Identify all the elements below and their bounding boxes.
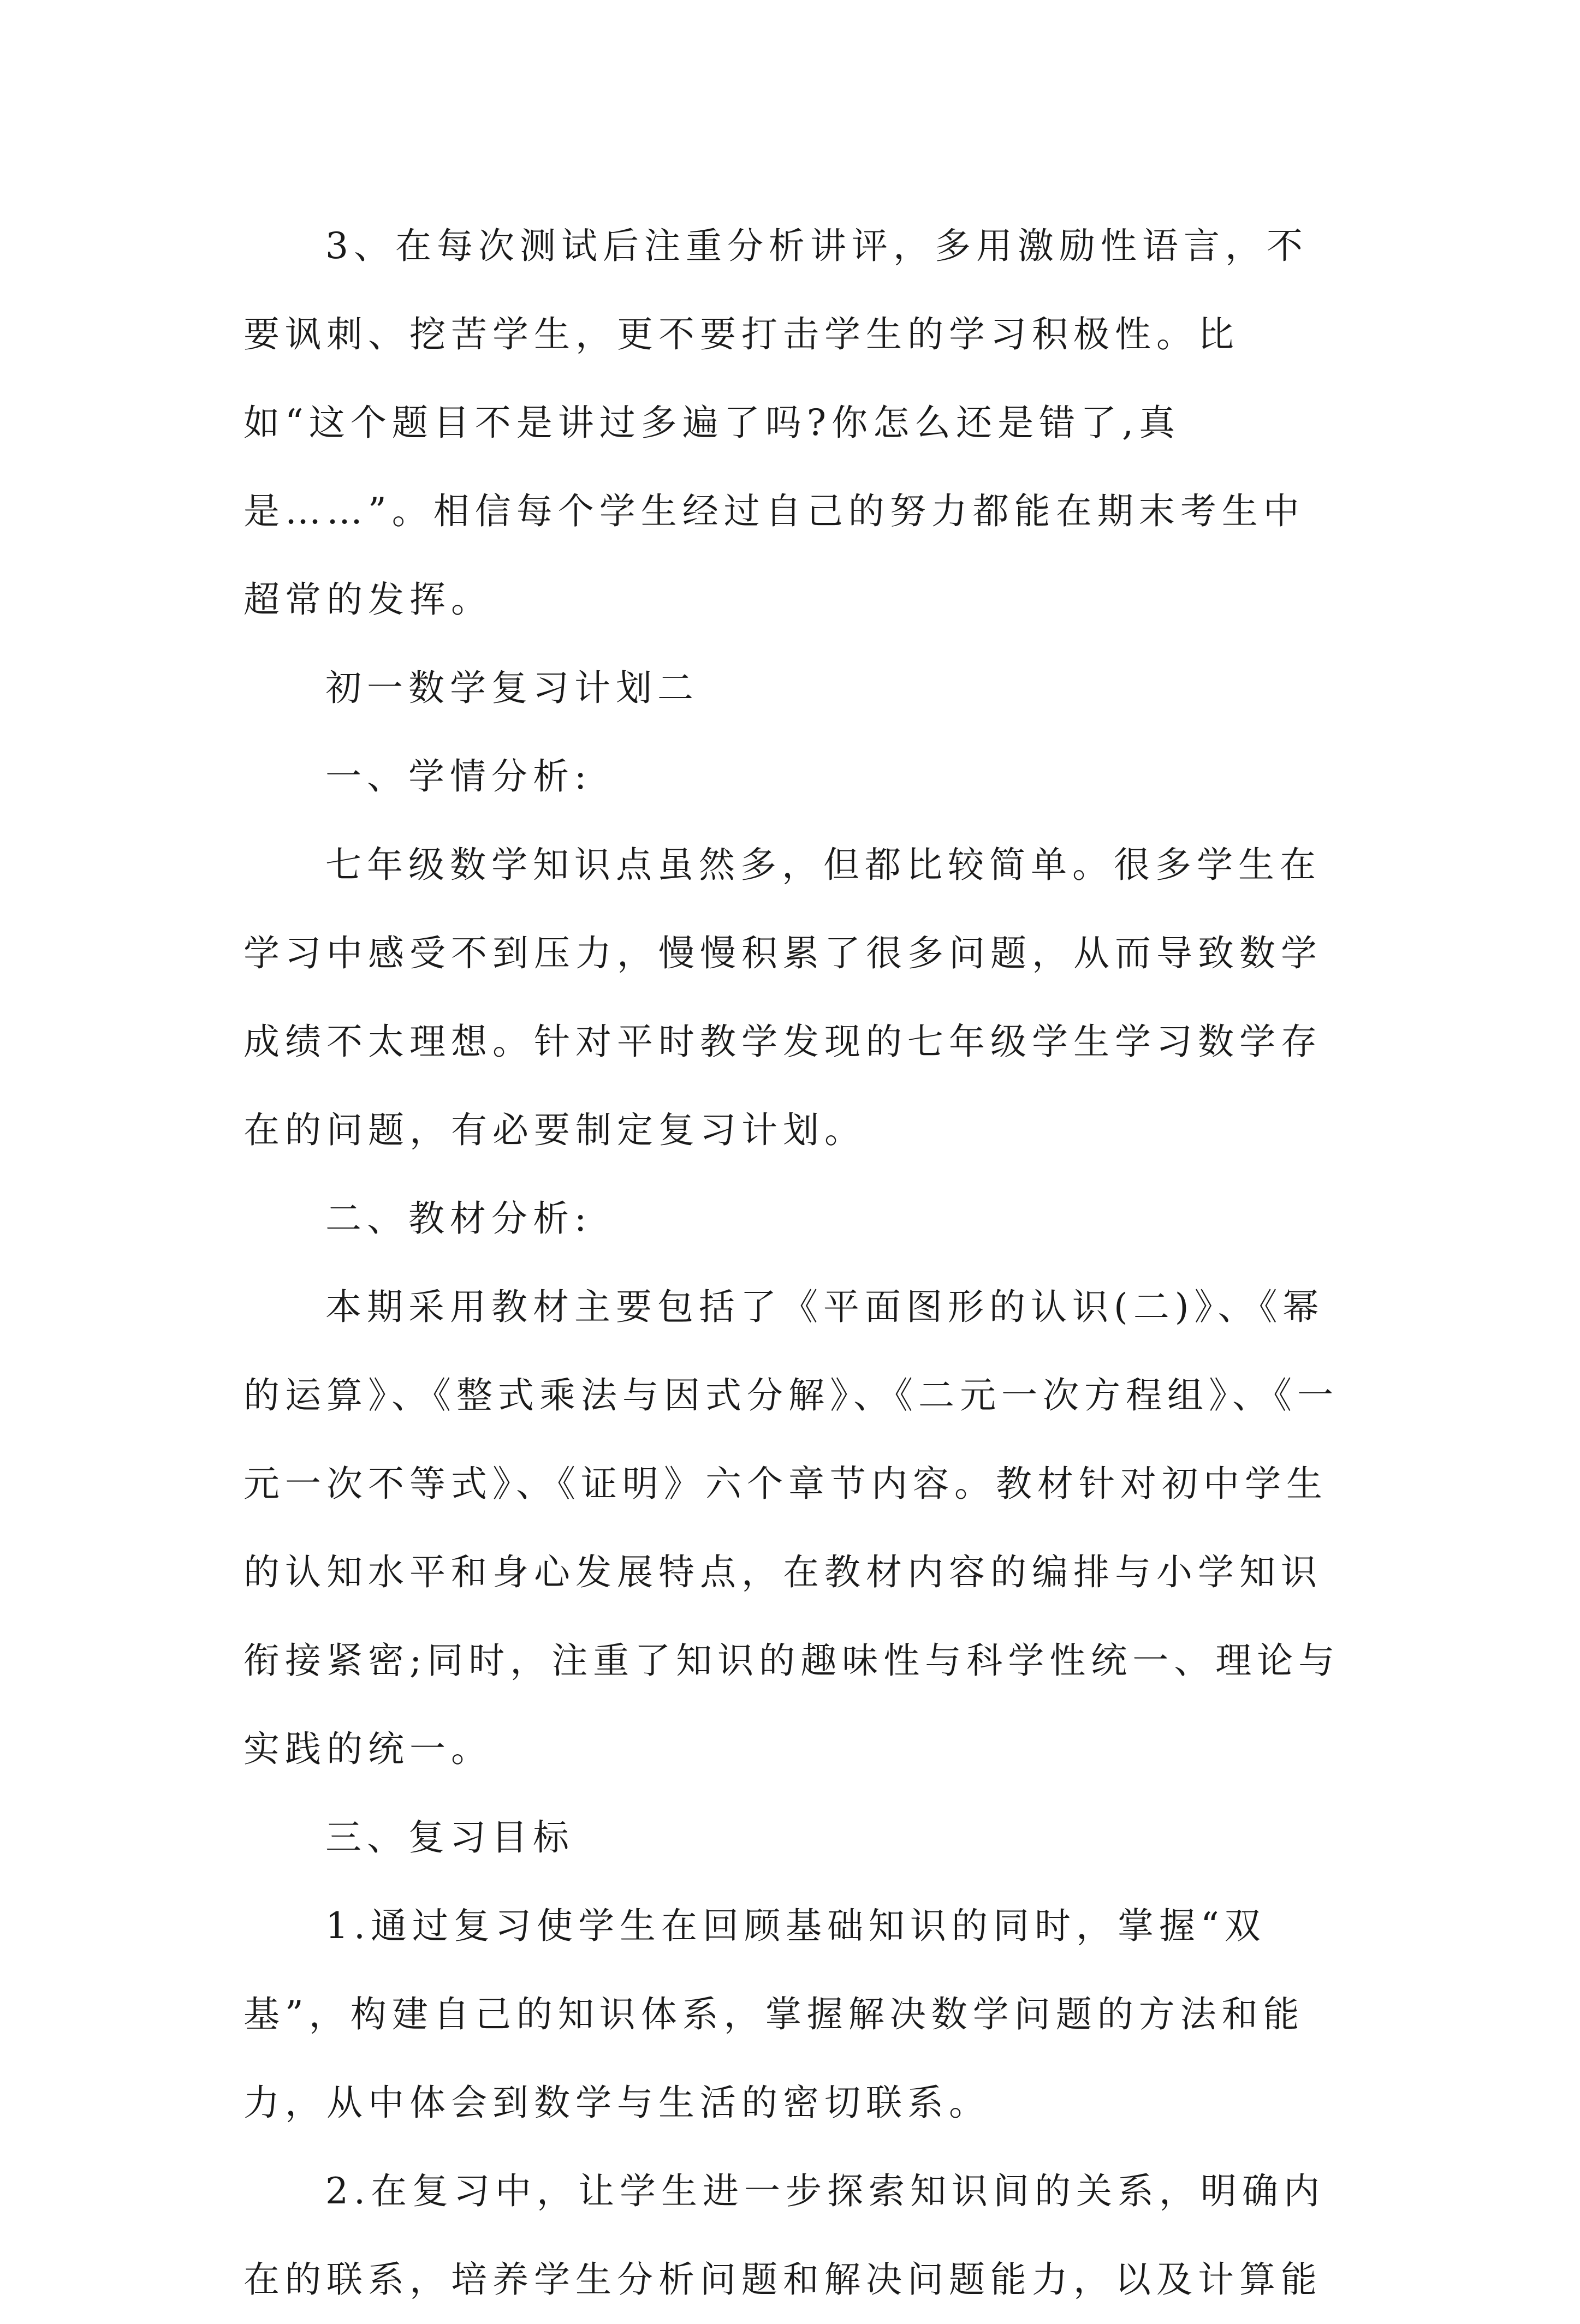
paragraph-textbook-analysis: 本期采用教材主要包括了《平面图形的认识(二)》、《幂的运算》、《整式乘法与因式分解》、《二元一次方程组》、《一元一次不等式》、《证明》六个章节内容。教材针对初中学生的认知水平和身心发展特点，在教材内容的编排与小学知识衔接紧密;同时，注重了知识的趣味性与科学性统一、理论与实践的统一。 [243,1286,1340,1770]
paragraph-testing-feedback: 3、在每次测试后注重分析讲评，多用激励性语言，不要讽刺、挖苦学生，更不要打击学生的学习积极性。比如“这个题目不是讲过多遍了吗?你怎么还是错了,真是……”。相信每个学生经过自己的努力都能在期末考生中超常的发挥。 [243,225,1308,621]
paragraph-goal-1: 1.通过复习使学生在回顾基础知识的同时，掌握“双基”，构建自己的知识体系，掌握解决数学问题的方法和能力，从中体会到数学与生活的密切联系。 [243,1905,1305,2124]
paragraph-student-analysis: 七年级数学知识点虽然多，但都比较简单。很多学生在学习中感受不到压力，慢慢积累了很多问题，从而导致数学成绩不太理想。针对平时教学发现的七年级学生学习数学存在的问题，有必要制定复习计划。 [243,844,1322,1151]
document-body [243,202,1341,2324]
heading-textbook-analysis: 二、教材分析: [325,1197,592,1240]
paragraph-goal-2: 2.在复习中，让学生进一步探索知识间的关系，明确内在的联系，培养学生分析问题和解决问题能力，以及计算能 [243,2170,1325,2301]
heading-review-goals: 三、复习目标 [325,1816,574,1858]
section-title-review-plan-2: 初一数学复习计划二 [325,667,699,709]
heading-student-analysis: 一、学情分析: [325,755,592,797]
